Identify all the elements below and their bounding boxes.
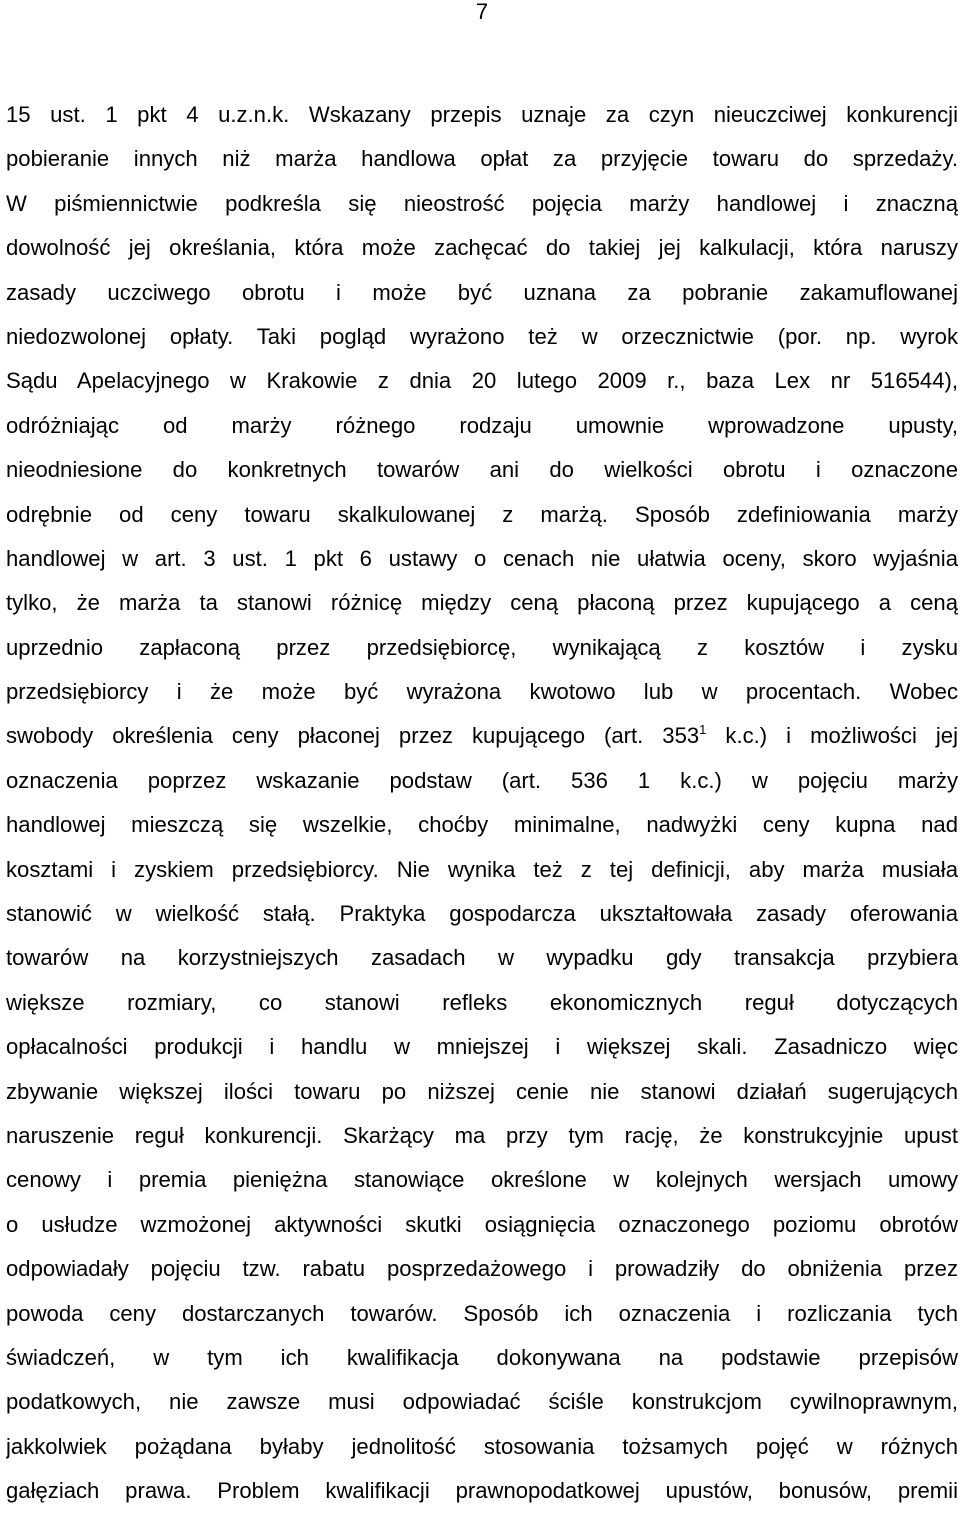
text-line-with-superscript [6, 714, 958, 758]
text-line: pobieranie innych niż marża handlowa opłat za przyjęcie towaru do sprzedaży. [6, 146, 958, 172]
text-line: stanowić w wielkość stałą. Praktyka gospodarcza ukształtowała zasady oferowania [6, 901, 958, 927]
page-number [0, 0, 960, 24]
text-line: odróżniając od marży różnego rodzaju umownie wprowadzone upusty, [6, 412, 958, 438]
text-line: przedsiębiorcy i że może być wyrażona kwotowo lub w procentach. Wobec [6, 679, 958, 705]
text-line: podatkowych, nie zawsze musi odpowiadać ściśle konstrukcjom cywilnoprawnym, [6, 1389, 958, 1415]
text-line: Sądu Apelacyjnego w Krakowie z dnia 20 lutego 2009 r., baza Lex nr 516544), [6, 368, 958, 394]
text-line: nieodniesione do konkretnych towarów ani do wielkości obrotu i oznaczone [6, 457, 958, 483]
text-line: opłacalności produkcji i handlu w mniejszej i większej skali. Zasadniczo więc [6, 1034, 958, 1060]
text-line: powoda ceny dostarczanych towarów. Sposób ich oznaczenia i rozliczania tych [6, 1300, 958, 1326]
text-line: jakkolwiek pożądana byłaby jednolitość stosowania tożsamych pojęć w różnych [6, 1433, 958, 1459]
superscript: 1 [699, 722, 707, 738]
text-line: tylko, że marża ta stanowi różnicę między ceną płaconą przez kupującego a ceną [6, 590, 958, 616]
text-line: handlowej mieszczą się wszelkie, choćby minimalne, nadwyżki ceny kupna nad [6, 812, 958, 838]
text-line: zbywanie większej ilości towaru po niższej cenie nie stanowi działań sugerujących [6, 1078, 958, 1104]
text-line: cenowy i premia pieniężna stanowiące określone w kolejnych wersjach umowy [6, 1167, 958, 1193]
text-line-part: swobody określenia ceny płaconej przez kupującego (art. 353 [6, 723, 700, 749]
page-number-text: 7 [475, 0, 489, 24]
text-line: dowolność jej określania, która może zachęcać do takiej jej kalkulacji, która naruszy [6, 235, 958, 261]
text-line: o usłudze wzmożonej aktywności skutki osiągnięcia oznaczonego poziomu obrotów [6, 1211, 958, 1237]
text-line: W piśmiennictwie podkreśla się nieostrość pojęcia marży handlowej i znaczną [6, 190, 958, 216]
text-line: większe rozmiary, co stanowi refleks ekonomicznych reguł dotyczących [6, 989, 958, 1015]
text-line: oznaczenia poprzez wskazanie podstaw (art. 536 1 k.c.) w pojęciu marży [6, 767, 958, 793]
text-line: odpowiadały pojęciu tzw. rabatu posprzedażowego i prowadziły do obniżenia przez [6, 1256, 958, 1282]
text-line: świadczeń, w tym ich kwalifikacja dokonywana na podstawie przepisów [6, 1344, 958, 1370]
text-line: gałęziach prawa. Problem kwalifikacji prawnopodatkowej upustów, bonusów, premii [6, 1478, 958, 1504]
text-line-part: k.c.) i możliwości jej [706, 723, 958, 749]
document-body [6, 93, 958, 1514]
text-line: 15 ust. 1 pkt 4 u.z.n.k. Wskazany przepis uznaje za czyn nieuczciwej konkurencji [6, 102, 958, 127]
text-line: niedozwolonej opłaty. Taki pogląd wyrażono też w orzecznictwie (por. np. wyrok [6, 323, 958, 349]
text-line: zasady uczciwego obrotu i może być uznana za pobranie zakamuflowanej [6, 279, 958, 305]
text-line: odrębnie od ceny towaru skalkulowanej z marżą. Sposób zdefiniowania marży [6, 501, 958, 527]
text-line: kosztami i zyskiem przedsiębiorcy. Nie wynika też z tej definicji, aby marża musiała [6, 856, 958, 882]
text-line: naruszenie reguł konkurencji. Skarżący ma przy tym rację, że konstrukcyjnie upust [6, 1122, 958, 1148]
text-line: handlowej w art. 3 ust. 1 pkt 6 ustawy o cenach nie ułatwia oceny, skoro wyjaśnia [6, 545, 958, 571]
text-line: uprzednio zapłaconą przez przedsiębiorcę, wynikającą z kosztów i zysku [6, 634, 958, 660]
text-line: towarów na korzystniejszych zasadach w wypadku gdy transakcja przybiera [6, 945, 958, 971]
